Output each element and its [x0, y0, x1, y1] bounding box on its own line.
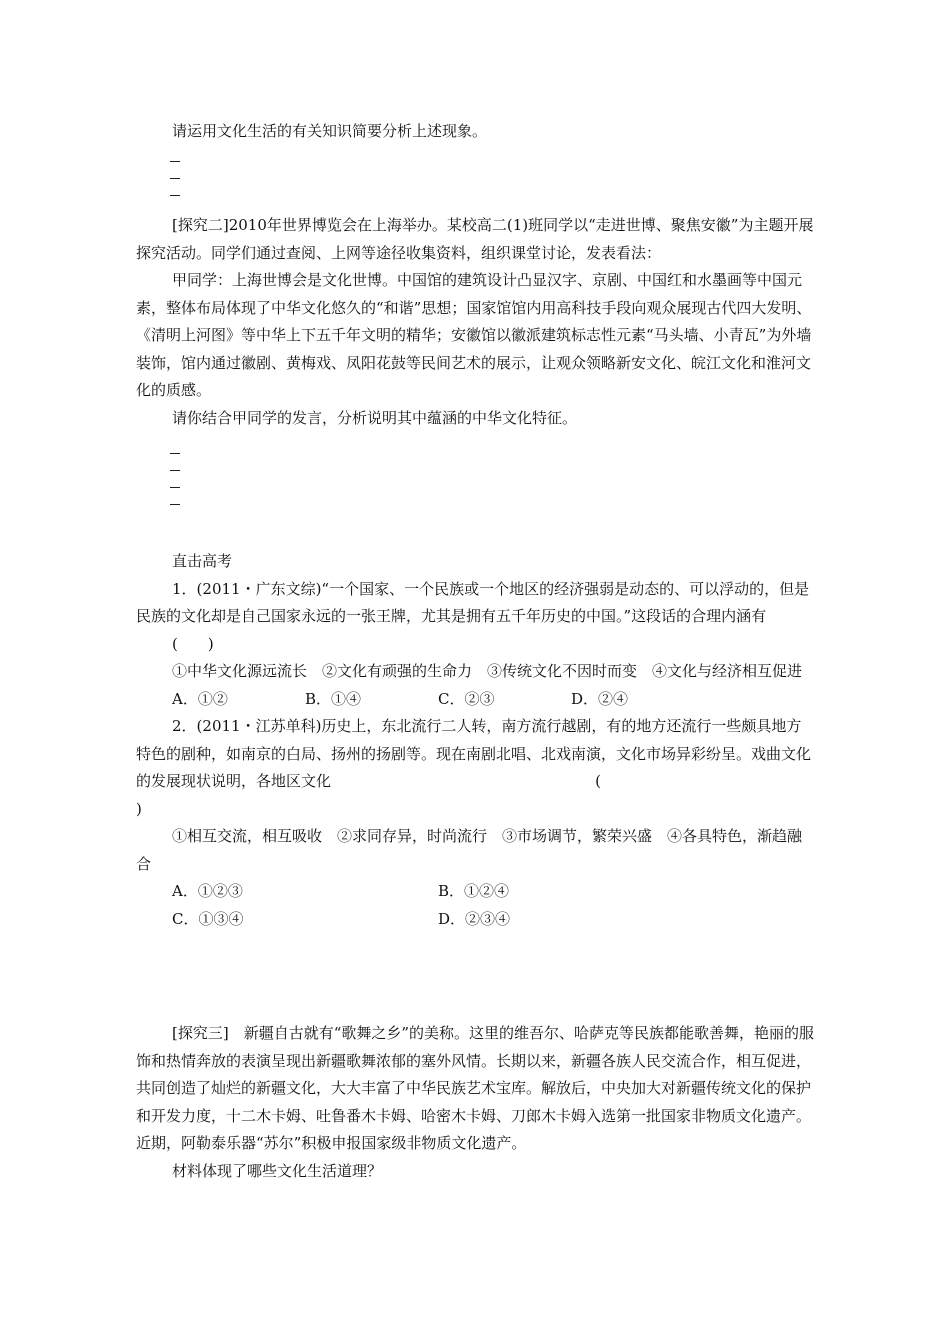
q1-answer-paren: ( ): [172, 634, 214, 653]
answer-lines: [136, 148, 816, 199]
answer-line: [170, 491, 180, 508]
q1-option-a: A．①②: [172, 689, 228, 708]
inquiry3-prompt: 材料体现了哪些文化生活道理？: [172, 1161, 383, 1180]
section-intro-prompt: [136, 118, 816, 199]
inquiry2-heading: [探究二]: [172, 216, 229, 234]
inquiry2-student-a: 甲同学：上海世博会是文化世博。中国馆的建筑设计凸显汉字、京剧、中国红和水墨画等中国元素，整体布局体现了中华文化悠久的“和谐”思想；国家馆馆内用高科技手段向观众展现古代四大发明、《清明上河图》等中华上下五千年文明的精华；安徽馆以徽派建筑标志性元素“马头墙、小青瓦”为外墙装饰，馆内通过徽剧、黄梅戏、凤阳花鼓等民间艺术的展示，让观众领略新安文化、皖江文化和淮河文化的质感。: [136, 271, 812, 399]
section-gaokao: [136, 548, 816, 933]
inquiry3-text: [探究三] 新疆自古就有“歌舞之乡”的美称。这里的维吾尔、哈萨克等民族都能歌善舞，艳丽的服饰和热情奔放的表演呈现出新疆歌舞浓郁的塞外风情。长期以来，新疆各族人民交流合作，相互促进，共同创造了灿烂的新疆文化，大大丰富了中华民族艺术宝库。解放后，中央加大对新疆传统文化的保护和开发力度，十二木卡姆、吐鲁番木卡姆、哈密木卡姆、刀郎木卡姆入选第一批国家非物质文化遗产。近期，阿勒泰乐器“苏尔”积极申报国家级非物质文化遗产。: [136, 1024, 815, 1152]
inquiry2-prompt: 请你结合甲同学的发言，分析说明其中蕴涵的中华文化特征。: [172, 408, 578, 427]
q2-option-d: D．②③④: [438, 909, 511, 928]
q2-option-b: B．①②④: [438, 882, 510, 900]
q1-option-c: C．②③: [438, 689, 495, 708]
q1-option-b: B．①④: [305, 689, 362, 708]
answer-lines: [136, 440, 816, 508]
q2-option-c: C．①③④: [172, 909, 244, 928]
q2-statements: ①相互交流，相互吸收 ②求同存异，时尚流行 ③市场调节，繁荣兴盛 ④各具特色，渐趋融合: [136, 827, 803, 873]
answer-line: [170, 457, 180, 474]
q1-stem: 1．(2011・广东文综)“一个国家、一个民族或一个地区的经济强弱是动态的、可以浮动的，但是民族的文化却是自己国家永远的一张王牌，尤其是拥有五千年历史的中国。”这段话的合理内涵有: [136, 579, 810, 625]
q2-options-row-2: [136, 906, 816, 934]
q1-option-d: D．②④: [571, 689, 629, 708]
answer-line: [170, 165, 180, 182]
q2-options-row-1: [136, 878, 816, 906]
answer-line: [170, 440, 180, 457]
answer-line: [170, 182, 180, 199]
section-inquiry-3: [136, 1020, 816, 1185]
q1-options: [136, 686, 816, 714]
intro-question-prompt: 请运用文化生活的有关知识简要分析上述现象。: [172, 122, 488, 140]
q2-paren-open: (: [595, 772, 602, 790]
inquiry2-intro: [探究二]2010年世界博览会在上海举办。某校高二(1)班同学以“走进世博、聚焦安徽”为主题开展探究活动。同学们通过查阅、上网等途径收集资料，组织课堂讨论，发表看法：: [136, 216, 814, 262]
q1-statements: ①中华文化源远流长 ②文化有顽强的生命力 ③传统文化不因时而变 ④文化与经济相互促进: [172, 662, 803, 680]
q2-stem: 2．(2011・江苏单科)历史上，东北流行二人转，南方流行越剧，有的地方还流行一些颇具地方特色的剧种，如南京的白局、扬州的扬剧等。现在南剧北唱、北戏南演，文化市场异彩纷呈。戏曲文化的发展现状说明，各地区文化 (: [136, 713, 816, 796]
answer-line: [170, 474, 180, 491]
answer-line: [170, 148, 180, 165]
gaokao-heading: 直击高考: [172, 552, 233, 570]
q2-option-a: A．①②③: [172, 882, 243, 900]
section-inquiry-2: [136, 212, 816, 508]
q2-paren-close: ): [136, 799, 142, 818]
